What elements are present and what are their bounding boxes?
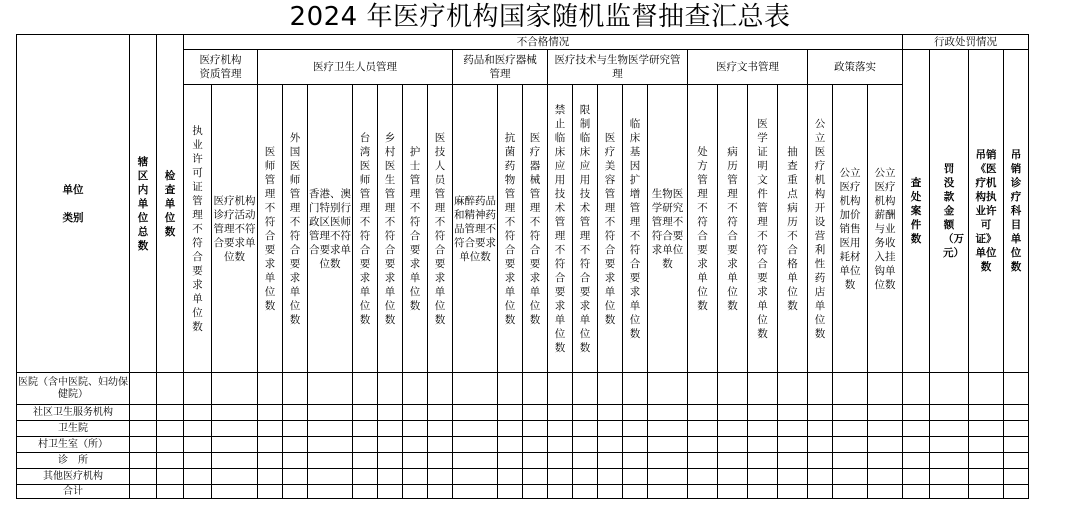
table-cell (428, 421, 453, 437)
table-cell (1004, 469, 1029, 485)
table-cell (573, 485, 598, 499)
table-cell (598, 373, 623, 405)
table-cell (403, 373, 428, 405)
table-cell (778, 373, 808, 405)
table-cell (308, 405, 353, 421)
table-cell (184, 485, 212, 499)
table-cell (308, 469, 353, 485)
table-cell (573, 437, 598, 453)
col-nurse: 护士管理不符合要求单位数 (403, 85, 428, 373)
table-cell (748, 421, 778, 437)
table-cell (930, 485, 969, 499)
table-cell (130, 485, 157, 499)
table-cell (130, 469, 157, 485)
table-cell (808, 469, 833, 485)
table-cell (157, 421, 184, 437)
table-cell (428, 453, 453, 469)
table-cell (130, 453, 157, 469)
table-cell (573, 421, 598, 437)
table-cell (453, 437, 498, 453)
table-cell (778, 453, 808, 469)
table-cell (623, 453, 648, 469)
col-village-doctor: 乡村医生管理不符合要求单位数 (378, 85, 403, 373)
table-cell (1004, 405, 1029, 421)
table-cell (428, 469, 453, 485)
table-cell (523, 373, 548, 405)
table-cell (903, 421, 930, 437)
table-cell (903, 469, 930, 485)
table-cell (498, 437, 523, 453)
table-cell (308, 437, 353, 453)
table-cell (573, 373, 598, 405)
table-cell (308, 373, 353, 405)
col-taiwan-physician: 台湾医师管理不符合要求单位数 (353, 85, 378, 373)
table-cell (157, 453, 184, 469)
total-units-header: 辖区内单位总数 (130, 35, 157, 373)
table-cell (498, 373, 523, 405)
col-cosmetic: 医疗美容管理不符合要求单位数 (598, 85, 623, 373)
table-cell (1004, 437, 1029, 453)
table-cell (403, 405, 428, 421)
table-cell (403, 453, 428, 469)
table-cell (258, 469, 283, 485)
table-cell (1004, 453, 1029, 469)
table-cell (184, 405, 212, 421)
table-cell (548, 485, 573, 499)
table-cell (833, 469, 868, 485)
table-cell (428, 437, 453, 453)
table-cell (778, 469, 808, 485)
group-policy: 政策落实 (808, 50, 903, 85)
table-cell (648, 405, 688, 421)
row-label-clinic: 诊 所 (17, 453, 130, 469)
table-cell (184, 437, 212, 453)
table-cell (688, 453, 718, 469)
admin-penalty-header: 行政处罚情况 (903, 35, 1029, 50)
row-label-hospital: 医院（含中医院、妇幼保健院） (17, 373, 130, 405)
table-cell (718, 469, 748, 485)
table-cell (548, 421, 573, 437)
table-cell (403, 485, 428, 499)
table-cell (403, 469, 428, 485)
table-cell (308, 453, 353, 469)
table-cell (573, 405, 598, 421)
table-cell (130, 421, 157, 437)
table-cell (353, 469, 378, 485)
table-cell (548, 373, 573, 405)
table-cell (378, 373, 403, 405)
table-cell (212, 469, 258, 485)
table-cell (548, 405, 573, 421)
table-cell (130, 373, 157, 405)
row-label-other: 其他医疗机构 (17, 469, 130, 485)
table-cell (308, 421, 353, 437)
table-cell (523, 469, 548, 485)
table-cell (130, 437, 157, 453)
table-cell (598, 421, 623, 437)
table-cell (623, 405, 648, 421)
col-cases: 查处案件数 (903, 50, 930, 373)
table-cell (428, 405, 453, 421)
table-cell (623, 469, 648, 485)
table-cell (378, 453, 403, 469)
table-cell (833, 373, 868, 405)
table-cell (212, 373, 258, 405)
table-cell (718, 437, 748, 453)
col-certificates: 医学证明文件管理不符合要求单位数 (748, 85, 778, 373)
col-narcotics: 麻醉药品和精神药品管理不符合要求单位数 (453, 85, 498, 373)
table-cell (157, 485, 184, 499)
table-cell (283, 405, 308, 421)
table-cell (969, 421, 1004, 437)
table-cell (748, 469, 778, 485)
table-cell (930, 469, 969, 485)
table-cell (403, 437, 428, 453)
table-cell (353, 453, 378, 469)
col-restricted-tech: 限制临床应用技术管理不符合要求单位数 (573, 85, 598, 373)
col-medical-records: 病历管理不符合要求单位数 (718, 85, 748, 373)
table-cell (308, 485, 353, 499)
table-cell (184, 421, 212, 437)
table-cell (283, 373, 308, 405)
table-cell (930, 453, 969, 469)
col-antibiotics: 抗菌药物管理不符合要求单位数 (498, 85, 523, 373)
table-cell (130, 405, 157, 421)
table-cell (969, 373, 1004, 405)
table-cell (258, 453, 283, 469)
table-cell (453, 485, 498, 499)
table-cell (688, 373, 718, 405)
table-cell (378, 485, 403, 499)
col-devices: 医疗器械管理不符合要求单位数 (523, 85, 548, 373)
table-cell (748, 485, 778, 499)
table-cell (598, 437, 623, 453)
table-cell (573, 469, 598, 485)
table-cell (498, 421, 523, 437)
table-cell (428, 485, 453, 499)
table-cell (548, 453, 573, 469)
table-cell (378, 405, 403, 421)
table-cell (453, 453, 498, 469)
group-tech: 医疗技术与生物医学研究管理 (548, 50, 688, 85)
table-cell (748, 453, 778, 469)
table-cell (930, 421, 969, 437)
table-cell (184, 453, 212, 469)
table-cell (498, 453, 523, 469)
noncompliance-header: 不合格情况 (184, 35, 903, 50)
col-prescription: 处方管理不符合要求单位数 (688, 85, 718, 373)
table-cell (688, 485, 718, 499)
table-cell (212, 485, 258, 499)
col-markup-consumables: 公立医疗机构加价销售医用耗材单位数 (833, 85, 868, 373)
col-license: 执业许可证管理不符合要求单位数 (184, 85, 212, 373)
table-cell (748, 437, 778, 453)
table-cell (212, 405, 258, 421)
row-label-community: 社区卫生服务机构 (17, 405, 130, 421)
table-cell (184, 469, 212, 485)
group-drugs: 药品和医疗器械管理 (453, 50, 548, 85)
table-cell (1004, 421, 1029, 437)
unit-category-header (17, 35, 130, 373)
table-cell (623, 437, 648, 453)
unit-label: 单位 (62, 183, 84, 196)
table-cell (258, 405, 283, 421)
table-cell (778, 437, 808, 453)
table-cell (598, 469, 623, 485)
table-cell (903, 453, 930, 469)
table-cell (808, 405, 833, 421)
table-cell (283, 453, 308, 469)
table-cell (969, 405, 1004, 421)
table-cell (258, 421, 283, 437)
table-cell (378, 437, 403, 453)
table-cell (283, 421, 308, 437)
table-cell (623, 373, 648, 405)
table-cell (688, 437, 718, 453)
table-cell (523, 437, 548, 453)
col-profit-pharmacy: 公立医疗机构开设营利性药店单位数 (808, 85, 833, 373)
table-cell (688, 469, 718, 485)
table-cell (833, 405, 868, 421)
table-cell (930, 405, 969, 421)
table-cell (718, 421, 748, 437)
table-cell (833, 437, 868, 453)
table-cell (930, 437, 969, 453)
page-title: 2024 年医疗机构国家随机监督抽查汇总表 (289, 2, 791, 32)
table-cell (868, 437, 903, 453)
table-cell (378, 421, 403, 437)
table-cell (718, 485, 748, 499)
table-cell (868, 373, 903, 405)
table-cell (598, 485, 623, 499)
table-cell (258, 437, 283, 453)
table-cell (778, 421, 808, 437)
table-cell (453, 405, 498, 421)
col-salary-income: 公立医疗机构薪酬与业务收入挂钩单位数 (868, 85, 903, 373)
table-cell (184, 373, 212, 405)
table-cell (378, 469, 403, 485)
col-prohibited-tech: 禁止临床应用技术管理不符合要求单位数 (548, 85, 573, 373)
table-cell (808, 421, 833, 437)
col-fines: 罚没款金额（万元） (930, 50, 969, 373)
table-cell (748, 405, 778, 421)
table-cell (212, 421, 258, 437)
row-label-village: 村卫生室（所） (17, 437, 130, 453)
table-cell (648, 373, 688, 405)
group-qualification: 医疗机构资质管理 (184, 50, 258, 85)
table-cell (353, 405, 378, 421)
table-cell (157, 469, 184, 485)
table-cell (353, 373, 378, 405)
row-label-township: 卫生院 (17, 421, 130, 437)
table-cell (573, 453, 598, 469)
category-label: 类别 (62, 211, 84, 224)
table-cell (969, 437, 1004, 453)
table-cell (868, 485, 903, 499)
table-cell (258, 373, 283, 405)
col-gene-amplification: 临床基因扩增管理不符合要求单位数 (623, 85, 648, 373)
table-cell (548, 469, 573, 485)
table-cell (903, 485, 930, 499)
col-technician: 医技人员管理不符合要求单位数 (428, 85, 453, 373)
group-staff: 医疗卫生人员管理 (258, 50, 453, 85)
table-cell (453, 469, 498, 485)
table-cell (157, 373, 184, 405)
table-cell (808, 485, 833, 499)
table-cell (523, 485, 548, 499)
col-hk-macau-physician: 香港、澳门特别行政区医师管理不符合要求单位数 (308, 85, 353, 373)
table-cell (903, 437, 930, 453)
table-cell (903, 405, 930, 421)
table-cell (353, 437, 378, 453)
table-cell (212, 453, 258, 469)
table-cell (548, 437, 573, 453)
table-cell (623, 485, 648, 499)
table-cell (283, 437, 308, 453)
table-cell (157, 437, 184, 453)
table-cell (157, 405, 184, 421)
table-cell (969, 469, 1004, 485)
table-cell (868, 405, 903, 421)
col-revoke-license: 吊销《医疗机构执业许可证》单位数 (969, 50, 1004, 373)
table-cell (353, 421, 378, 437)
table-cell (1004, 485, 1029, 499)
col-physician: 医师管理不符合要求单位数 (258, 85, 283, 373)
table-cell (523, 421, 548, 437)
col-revoke-subjects: 吊销诊疗科目单位数 (1004, 50, 1029, 373)
table-cell (868, 421, 903, 437)
table-cell (808, 453, 833, 469)
table-cell (748, 373, 778, 405)
summary-table (16, 34, 1029, 499)
table-cell (648, 437, 688, 453)
table-cell (833, 421, 868, 437)
table-cell (833, 453, 868, 469)
table-cell (428, 373, 453, 405)
table-cell (623, 421, 648, 437)
table-cell (930, 373, 969, 405)
table-cell (1004, 373, 1029, 405)
table-cell (718, 373, 748, 405)
table-cell (498, 405, 523, 421)
table-cell (648, 453, 688, 469)
col-foreign-physician: 外国医师管理不符合要求单位数 (283, 85, 308, 373)
table-cell (523, 405, 548, 421)
table-cell (523, 453, 548, 469)
col-key-records: 抽查重点病历不合格单位数 (778, 85, 808, 373)
table-cell (598, 453, 623, 469)
table-cell (453, 421, 498, 437)
table-cell (778, 485, 808, 499)
table-cell (808, 373, 833, 405)
table-cell (778, 405, 808, 421)
table-cell (868, 453, 903, 469)
table-cell (648, 485, 688, 499)
table-cell (212, 437, 258, 453)
table-cell (498, 485, 523, 499)
table-cell (283, 469, 308, 485)
table-cell (808, 437, 833, 453)
table-cell (258, 485, 283, 499)
col-practice: 医疗机构诊疗活动管理不符合要求单位数 (212, 85, 258, 373)
table-cell (868, 469, 903, 485)
table-cell (969, 485, 1004, 499)
table-cell (688, 405, 718, 421)
table-cell (498, 469, 523, 485)
table-cell (903, 373, 930, 405)
group-docs: 医疗文书管理 (688, 50, 808, 85)
table-cell (648, 421, 688, 437)
table-cell (353, 485, 378, 499)
table-cell (598, 405, 623, 421)
row-label-total: 合计 (17, 485, 130, 499)
table-cell (718, 453, 748, 469)
table-cell (688, 421, 718, 437)
checked-units-header: 检查单位数 (157, 35, 184, 373)
table-cell (718, 405, 748, 421)
table-cell (283, 485, 308, 499)
table-cell (969, 453, 1004, 469)
table-cell (453, 373, 498, 405)
table-cell (403, 421, 428, 437)
col-biomedical-research: 生物医学研究管理不符合要求单位数 (648, 85, 688, 373)
table-cell (648, 469, 688, 485)
table-cell (833, 485, 868, 499)
